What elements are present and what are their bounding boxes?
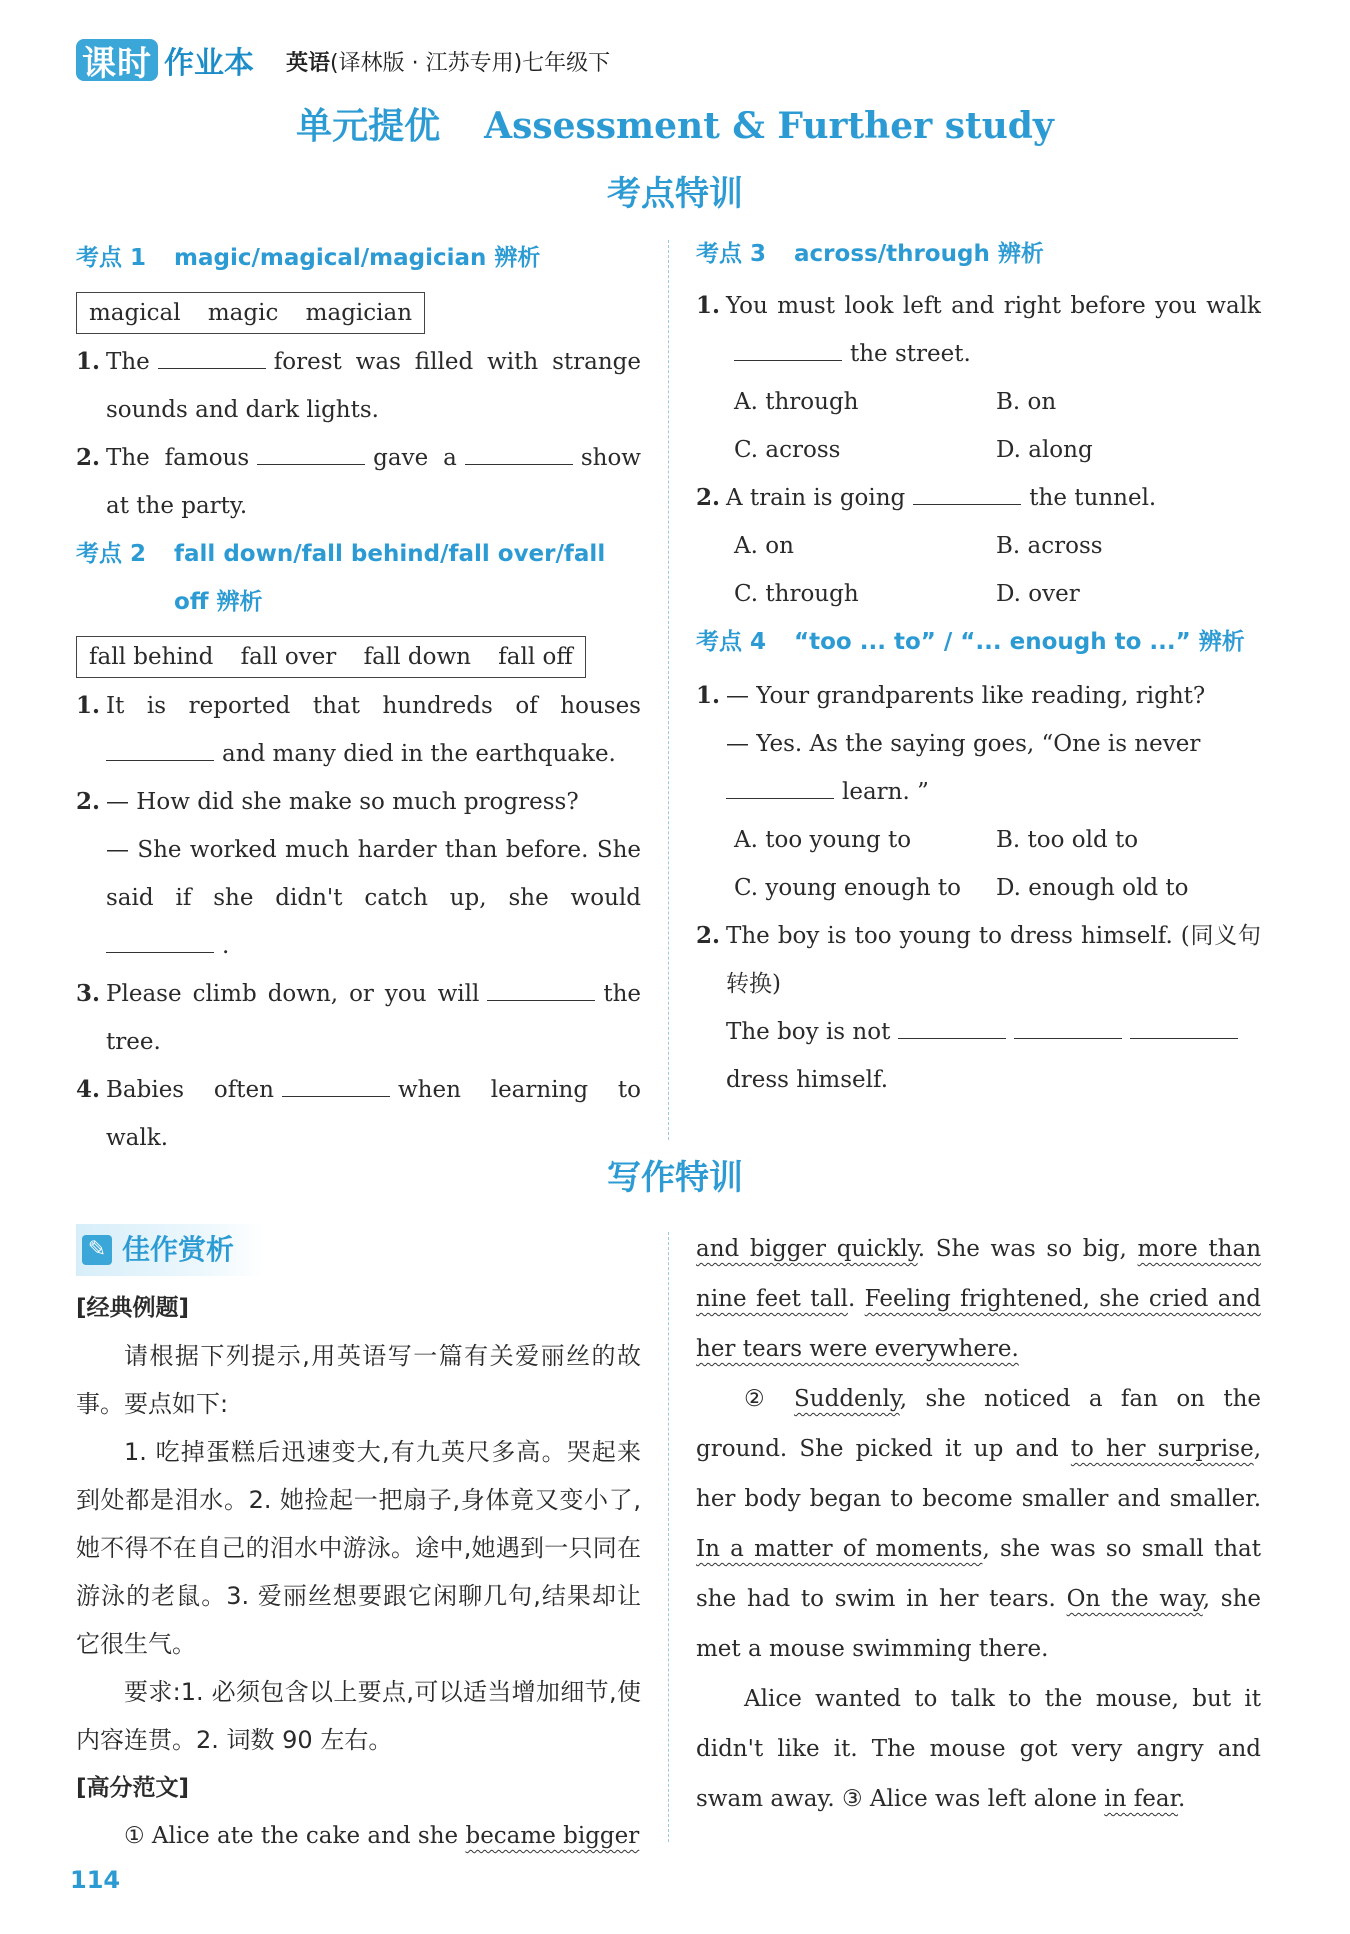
- word-option: fall over: [240, 644, 337, 670]
- choice-option[interactable]: B. across: [996, 533, 1103, 559]
- kd1-question-1: [76, 338, 641, 434]
- answer-blank[interactable]: [898, 1016, 1006, 1039]
- question-text: the tree.: [106, 981, 641, 1055]
- question-text: dress himself.: [726, 1067, 888, 1093]
- edition-label: (译林版 · 江苏专用)七年级下: [330, 51, 611, 76]
- highlighted-phrase: Suddenly: [794, 1386, 900, 1412]
- question-text: — Yes. As the saying goes, “One is never: [726, 731, 1201, 757]
- kd4-q1-options-row2: [696, 864, 1261, 912]
- kd2-question-4: [76, 1066, 641, 1162]
- highlighted-phrase: and bigger quickly: [696, 1236, 918, 1262]
- essay-text: .: [1178, 1786, 1186, 1812]
- choice-option[interactable]: A. on: [734, 533, 794, 559]
- choice-option[interactable]: B. too old to: [996, 827, 1139, 853]
- question-text: A train is going: [726, 485, 906, 511]
- word-option: magical: [89, 300, 181, 326]
- column-divider: [668, 240, 669, 1140]
- kd3-number: 考点 3: [696, 241, 767, 267]
- choice-option[interactable]: B. on: [996, 389, 1057, 415]
- answer-blank[interactable]: [158, 346, 266, 369]
- question-text: The famous: [106, 445, 250, 471]
- kd3-q2-options-row1: [696, 522, 1261, 570]
- writing-right-column: [696, 1224, 1261, 1824]
- choice-option[interactable]: D. enough old to: [996, 875, 1189, 901]
- essay-text: , she noticed a fan on the ground. She picked it up and: [696, 1386, 1261, 1462]
- subject-label: 英语: [286, 51, 331, 76]
- example-label: [经典例题]: [76, 1295, 190, 1321]
- essay-text: Alice wanted to talk to the mouse, but it didn't like it. The mouse got very angry and swam away. ③ Alice was left alone: [696, 1686, 1261, 1812]
- kd4-question-2: [696, 912, 1261, 1104]
- word-option: fall off: [498, 644, 573, 670]
- question-text: — How did she make so much progress?: [106, 789, 579, 815]
- question-text: .: [222, 933, 230, 959]
- kd1-word-box: [76, 292, 425, 334]
- question-text: learn. ”: [842, 779, 929, 805]
- logo-mark: 课时: [76, 39, 158, 81]
- answer-blank[interactable]: [465, 442, 573, 465]
- question-number: 2.: [76, 444, 101, 471]
- kd4-title: “too ... to” / “... enough to ...” 辨析: [794, 629, 1245, 655]
- logo-text: 作业本: [164, 46, 254, 81]
- highlighted-phrase: In a matter of moments: [696, 1536, 983, 1562]
- section-title-exam-points: 考点特训: [607, 174, 743, 214]
- model-essay-p3: [696, 1674, 1261, 1824]
- question-text: when learning to walk.: [106, 1077, 642, 1151]
- kd2-heading: [76, 530, 641, 626]
- unit-title-en: Assessment & Further study: [484, 105, 1054, 147]
- question-text: the tunnel.: [1029, 485, 1157, 511]
- question-text: It is reported that hundreds of houses: [106, 693, 641, 719]
- kd2-title: fall down/fall behind/fall over/fall off 辨析: [174, 541, 606, 615]
- answer-blank[interactable]: [734, 338, 842, 361]
- page-number: 114: [70, 1866, 121, 1894]
- kd3-heading: [696, 230, 1261, 278]
- question-number: 1.: [76, 692, 101, 719]
- question-number: 3.: [76, 980, 101, 1007]
- unit-title: [0, 98, 1350, 149]
- right-column: [696, 230, 1261, 1104]
- choice-option[interactable]: C. through: [734, 581, 859, 607]
- answer-blank[interactable]: [1014, 1016, 1122, 1039]
- essay-text: ②: [744, 1386, 795, 1412]
- kd3-q1-options-row2: [696, 426, 1261, 474]
- kd2-word-box: [76, 636, 586, 678]
- writing-left-column: [76, 1224, 641, 1860]
- choice-option[interactable]: A. through: [734, 389, 859, 415]
- model-essay-p1-cont: [696, 1224, 1261, 1374]
- answer-blank[interactable]: [106, 738, 214, 761]
- question-text: forest was filled with strange sounds and dark lights.: [106, 349, 641, 423]
- essay-text: . She was so big,: [917, 1236, 1138, 1262]
- choice-option[interactable]: C. young enough to: [734, 875, 961, 901]
- answer-blank[interactable]: [106, 930, 214, 953]
- highlighted-phrase: became bigger: [465, 1823, 640, 1849]
- answer-blank[interactable]: [726, 776, 834, 799]
- kd3-q2-options-row2: [696, 570, 1261, 618]
- question-number: 4.: [76, 1076, 101, 1103]
- kd1-question-2: [76, 434, 641, 530]
- kd2-question-3: [76, 970, 641, 1066]
- essay-text: , she was so small that she had to swim in her tears.: [696, 1536, 1262, 1612]
- choice-option[interactable]: D. over: [996, 581, 1080, 607]
- kd4-number: 考点 4: [696, 629, 767, 655]
- word-option: fall behind: [89, 644, 214, 670]
- question-number: 1.: [696, 292, 721, 319]
- featured-essay-tag: [76, 1224, 264, 1276]
- kd2-question-2: [76, 778, 641, 970]
- answer-blank[interactable]: [913, 482, 1021, 505]
- word-option: magician: [305, 300, 413, 326]
- word-option: magic: [207, 300, 279, 326]
- kd1-number: 考点 1: [76, 245, 147, 271]
- essay-text: ① Alice ate the cake and she: [124, 1823, 466, 1849]
- essay-text: .: [847, 1286, 865, 1312]
- book-subtitle: [286, 46, 610, 77]
- question-text: and many died in the earthquake.: [222, 741, 616, 767]
- kd2-number: 考点 2: [76, 541, 147, 567]
- highlighted-phrase: On the way: [1066, 1586, 1203, 1612]
- pencil-icon: ✎: [82, 1235, 112, 1265]
- kd1-heading: [76, 234, 641, 282]
- question-text: You must look left and right before you walk: [726, 293, 1261, 319]
- writing-points: 1. 吃掉蛋糕后迅速变大,有九英尺多高。哭起来到处都是泪水。2. 她捡起一把扇子,身体竟又变小了,她不得不在自己的泪水中游泳。途中,她遇到一只同在游泳的老鼠。3. 爱丽丝想要跟它闲聊几句,结果却让它很生气。: [76, 1438, 641, 1658]
- choice-option[interactable]: A. too young to: [734, 827, 912, 853]
- question-text: The boy is not: [726, 1019, 891, 1045]
- question-number: 1.: [696, 682, 721, 709]
- question-number: 2.: [696, 484, 721, 511]
- highlighted-phrase: to her surprise: [1070, 1436, 1254, 1462]
- essay-text: , her body began to become smaller and smaller.: [696, 1436, 1261, 1512]
- essay-text: , she met a mouse swimming there.: [696, 1586, 1262, 1662]
- highlighted-phrase: more than nine feet tall: [696, 1236, 1262, 1312]
- brand-logo: [76, 38, 254, 82]
- question-number: 2.: [696, 922, 721, 949]
- kd3-question-2: [696, 474, 1261, 522]
- kd1-title: magic/magical/magician 辨析: [174, 245, 541, 271]
- kd4-heading: [696, 618, 1261, 666]
- question-text: show at the party.: [106, 445, 641, 519]
- highlighted-phrase: in fear: [1104, 1786, 1179, 1812]
- writing-prompt: 请根据下列提示,用英语写一篇有关爱丽丝的故事。要点如下:: [76, 1342, 641, 1418]
- question-text: Please climb down, or you will: [106, 981, 480, 1007]
- kd3-question-1: [696, 282, 1261, 378]
- kd4-q1-options-row1: [696, 816, 1261, 864]
- unit-title-cn: 单元提优: [296, 106, 441, 147]
- kd4-question-1: [696, 672, 1261, 816]
- choice-option[interactable]: D. along: [996, 437, 1093, 463]
- question-text: Babies often: [106, 1077, 274, 1103]
- question-text: The: [106, 349, 150, 375]
- section-title-writing: 写作特训: [607, 1158, 743, 1198]
- question-text: — Your grandparents like reading, right?: [726, 683, 1206, 709]
- question-text: the street.: [850, 341, 971, 367]
- kd3-title: across/through 辨析: [794, 241, 1044, 267]
- answer-blank[interactable]: [282, 1074, 390, 1097]
- answer-blank[interactable]: [487, 978, 595, 1001]
- answer-blank[interactable]: [1130, 1016, 1238, 1039]
- word-option: fall down: [363, 644, 471, 670]
- question-number: 1.: [76, 348, 101, 375]
- question-text: gave a: [373, 445, 457, 471]
- model-essay-p1-start: [76, 1812, 641, 1860]
- question-text: — She worked much harder than before. She said if she didn't catch up, she would: [106, 837, 641, 911]
- left-column: [76, 234, 641, 1162]
- kd3-q1-options-row1: [696, 378, 1261, 426]
- writing-requirements: 要求:1. 必须包含以上要点,可以适当增加细节,使内容连贯。2. 词数 90 左右。: [76, 1678, 641, 1754]
- model-essay-label: [高分范文]: [76, 1775, 190, 1801]
- choice-option[interactable]: C. across: [734, 437, 841, 463]
- kd2-question-1: [76, 682, 641, 778]
- featured-essay-label: 佳作赏析: [122, 1233, 235, 1266]
- answer-blank[interactable]: [257, 442, 365, 465]
- question-number: 2.: [76, 788, 101, 815]
- question-text: The boy is too young to dress himself. (同义句转换): [726, 923, 1261, 997]
- column-divider-writing: [668, 1232, 669, 1842]
- highlighted-phrase: Feeling frightened, she cried and her tears were everywhere.: [696, 1286, 1261, 1362]
- model-essay-p2: [696, 1374, 1261, 1674]
